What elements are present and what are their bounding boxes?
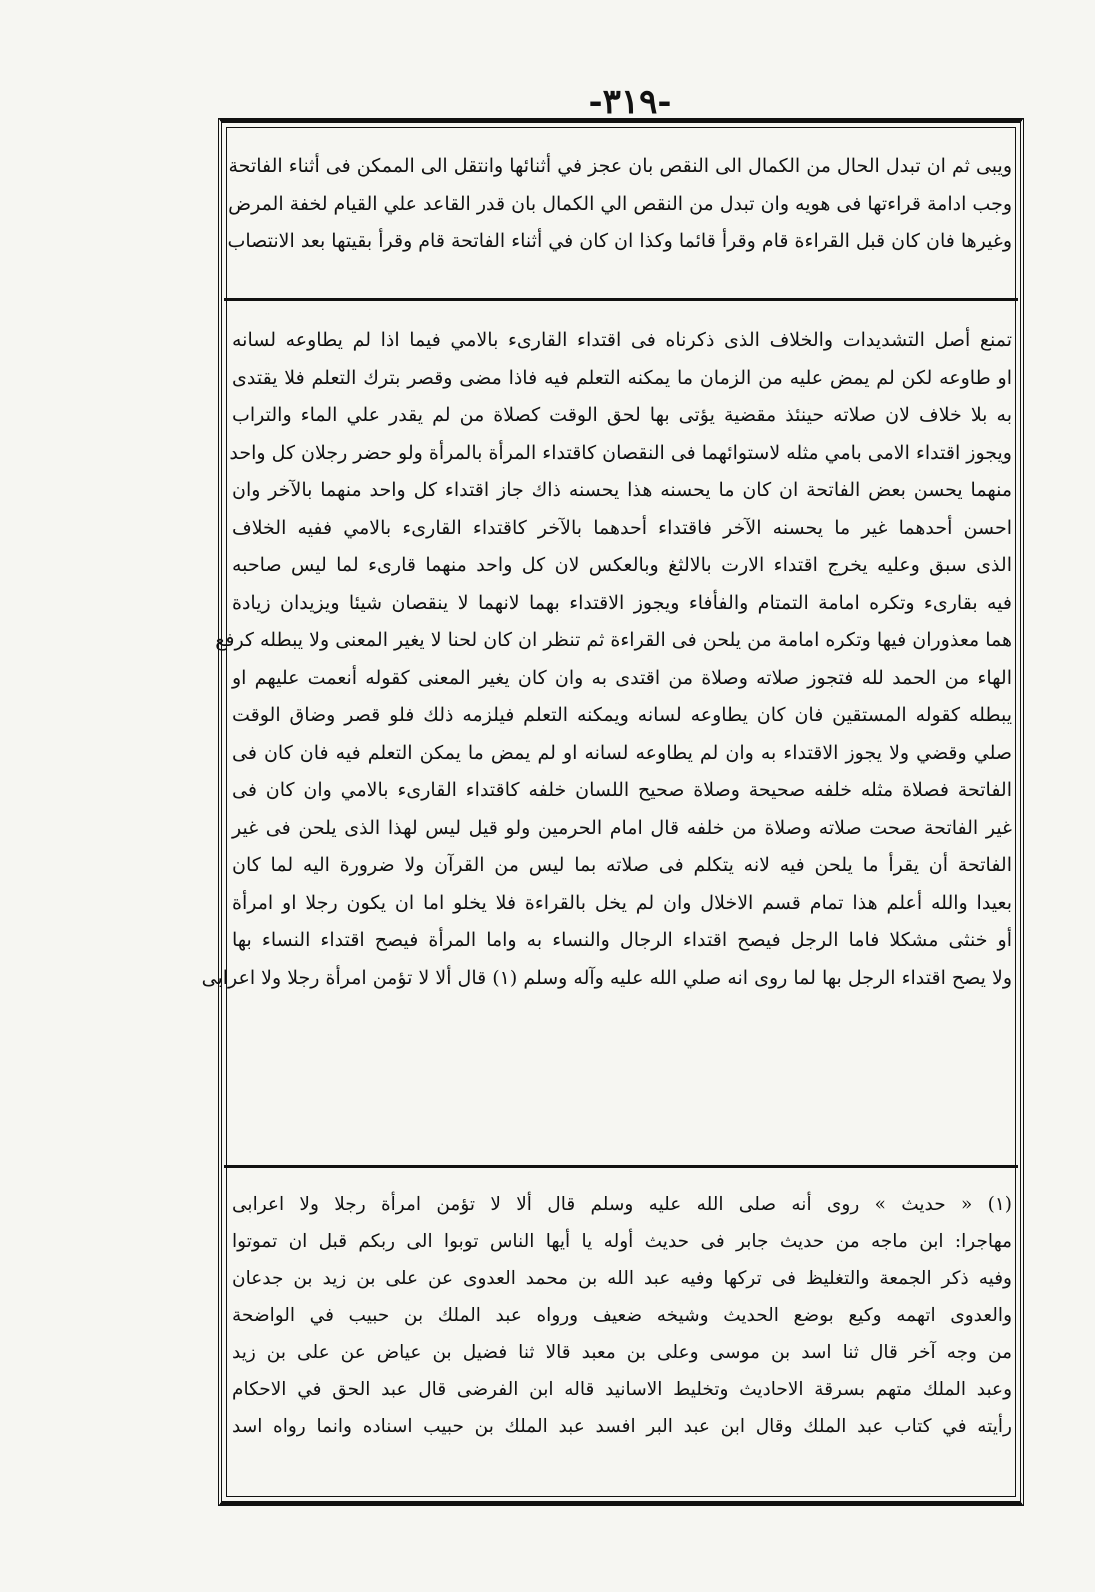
text-line: منهما يحسن بعض الفاتحة ان كان ما يحسنه هذا يحسنه ذاك جاز اقتداء كل واحد منهما بالآخر وان — [232, 479, 1012, 501]
text-line — [232, 1072, 1012, 1110]
text-line: تمنع أصل التشديدات والخلاف الذى ذكرناه فى اقتداء القارىء بالامي فيما اذا لم يطاوعه لسانه — [232, 329, 1012, 351]
footnote-line: والعدوى اتهمه وكيع بوضع الحديث وشيخه ضعيف ورواه عبد الملك بن حبيب في الواضحة — [232, 1305, 1012, 1326]
footnote-block — [232, 1186, 1012, 1445]
section-divider — [224, 298, 1018, 301]
text-line: الهاء من الحمد لله فتجوز صلاته وصلاة من اقتدى به وان كان يغير المعنى كقوله أنعمت عليهم او — [232, 666, 1012, 689]
text-line: الفاتحة أن يقرأ ما يلحن فيه لانه يتكلم فى صلاته بما ليس من القرآن ولا ضرورة اليه لما كان — [232, 854, 1012, 876]
footnote-line: من وجه آخر قال ثنا اسد بن موسى وعلى بن معبد قالا ثنا فضيل بن عياض عن على بن زيد — [232, 1342, 1012, 1363]
text-line: احسن أحدهما غير ما يحسنه الآخر فاقتداء أحدهما بالآخر كاقتداء القارىء بالامي ففيه الخلاف — [232, 516, 1012, 539]
text-line: غير الفاتحة صحت صلاته وصلاة من خلفه قال امام الحرمين ولو قيل ليس لهذا الذى يلحن فى غير — [232, 816, 1012, 839]
footnote-line: وعبد الملك متهم بسرقة الاحاديث وتخليط الاسانيد قاله ابن الفرضى قال عبد الحق في الاحكام — [232, 1379, 1012, 1400]
text-line: وجب ادامة قراءتها فى هويه وان تبدل من النقص الي الكمال بان قدر القاعد علي القيام لخفة المرض — [228, 192, 1012, 215]
text-line — [232, 997, 1012, 1035]
text-line: الذى سبق وعليه يخرج اقتداء الارت بالالثغ وبالعكس لان كل واحد منهما قارىء لما ليس صاحبه — [232, 554, 1012, 576]
footnote-divider — [224, 1165, 1018, 1168]
text-line: الفاتحة فصلاة مثله خلفه صحيحة وصلاة صحيح اللسان خلفه كاقتداء القارىء بالامي وان كان فى — [232, 779, 1012, 801]
text-line: ويجوز اقتداء الامى بامي مثله لاستوائهما فى النقصان كاقتداء المرأة بالمرأة ولو حضر رجلان كل واحد — [229, 441, 1012, 464]
main-text-block — [201, 322, 1012, 1147]
page-number: -٣١٩- — [588, 82, 672, 122]
text-line: بعيدا والله أعلم هذا تمام قسم الاخلال وان لم يخل بالقراءة فلا يخلو اما ان يكون رجلا او امرأة — [232, 891, 1012, 914]
text-line — [232, 1110, 1012, 1148]
text-line: فيه بقارىء وتكره امامة التمتام والفأفاء ويجوز الاقتداء بهما لانهما لا ينقصان شيئا ويزيدان زيادة — [232, 591, 1012, 614]
text-line: ولا يصح اقتداء الرجل بها لما روى انه صلي الله عليه وآله وسلم (١) قال ألا لا تؤمن امرأة رجلا ولا اعرابى — [201, 966, 1012, 989]
text-line: به بلا خلاف لان صلاته حينئذ مقضية يؤتى بها لحق الوقت كصلاة من لم يقدر علي الماء والتراب — [232, 404, 1012, 426]
top-text-block — [227, 148, 1012, 261]
footnote-line: مهاجرا: ابن ماجه من حديث جابر فى حديث أوله يا أيها الناس توبوا الى ربكم قبل ان تموتوا — [232, 1231, 1012, 1252]
text-line: أو خنثى مشكلا فاما الرجل فيصح اقتداء الرجال والنساء به واما المرأة فيصح اقتداء النساء بها — [232, 929, 1012, 951]
footnote-line: (١) « حديث » روى أنه صلى الله عليه وسلم قال ألا لا تؤمن امرأة رجلا ولا اعرابى — [232, 1194, 1012, 1215]
footnote-line: رأيته في كتاب عبد الملك وقال ابن عبد البر افسد عبد الملك بن حبيب اسناده وانما رواه اسد — [232, 1416, 1012, 1437]
text-line: يبطله كقوله المستقين فان كان يطاوعه لسانه ويمكنه التعلم فيلزمه ذلك فلو قصر وضاق الوقت — [232, 704, 1012, 726]
text-line: صلي وقضي ولا يجوز الاقتداء به وان لم يطاوعه لسانه او لم يمض ما يمكن التعلم فيه فان كان فى — [232, 741, 1012, 764]
text-line: ويبى ثم ان تبدل الحال من الكمال الى النقص بان عجز في أثنائها وانتقل الى الممكن فى أثناء الفاتحة — [228, 155, 1012, 177]
text-line: هما معذوران فيها وتكره امامة من يلحن فى القراءة ثم تنظر ان كان لحنا لا يغير المعنى ولا يبطله كرفع — [215, 629, 1012, 651]
footnote-line: وفيه ذكر الجمعة والتغليظ فى تركها وفيه عبد الله بن محمد العدوى عن على بن زيد بن جدعان — [232, 1268, 1012, 1289]
text-line — [232, 1035, 1012, 1073]
text-line: او طاوعه لكن لم يمض عليه من الزمان ما يمكنه التعلم فيه فاذا مضى وقصر بترك التعلم فلا يقتدى — [232, 366, 1012, 389]
text-line: وغيرها فان كان قبل القراءة قام وقرأ قائما وكذا ان كان في أثناء الفاتحة قام وقرأ بقيتها بعد الانتصاب — [227, 230, 1012, 252]
